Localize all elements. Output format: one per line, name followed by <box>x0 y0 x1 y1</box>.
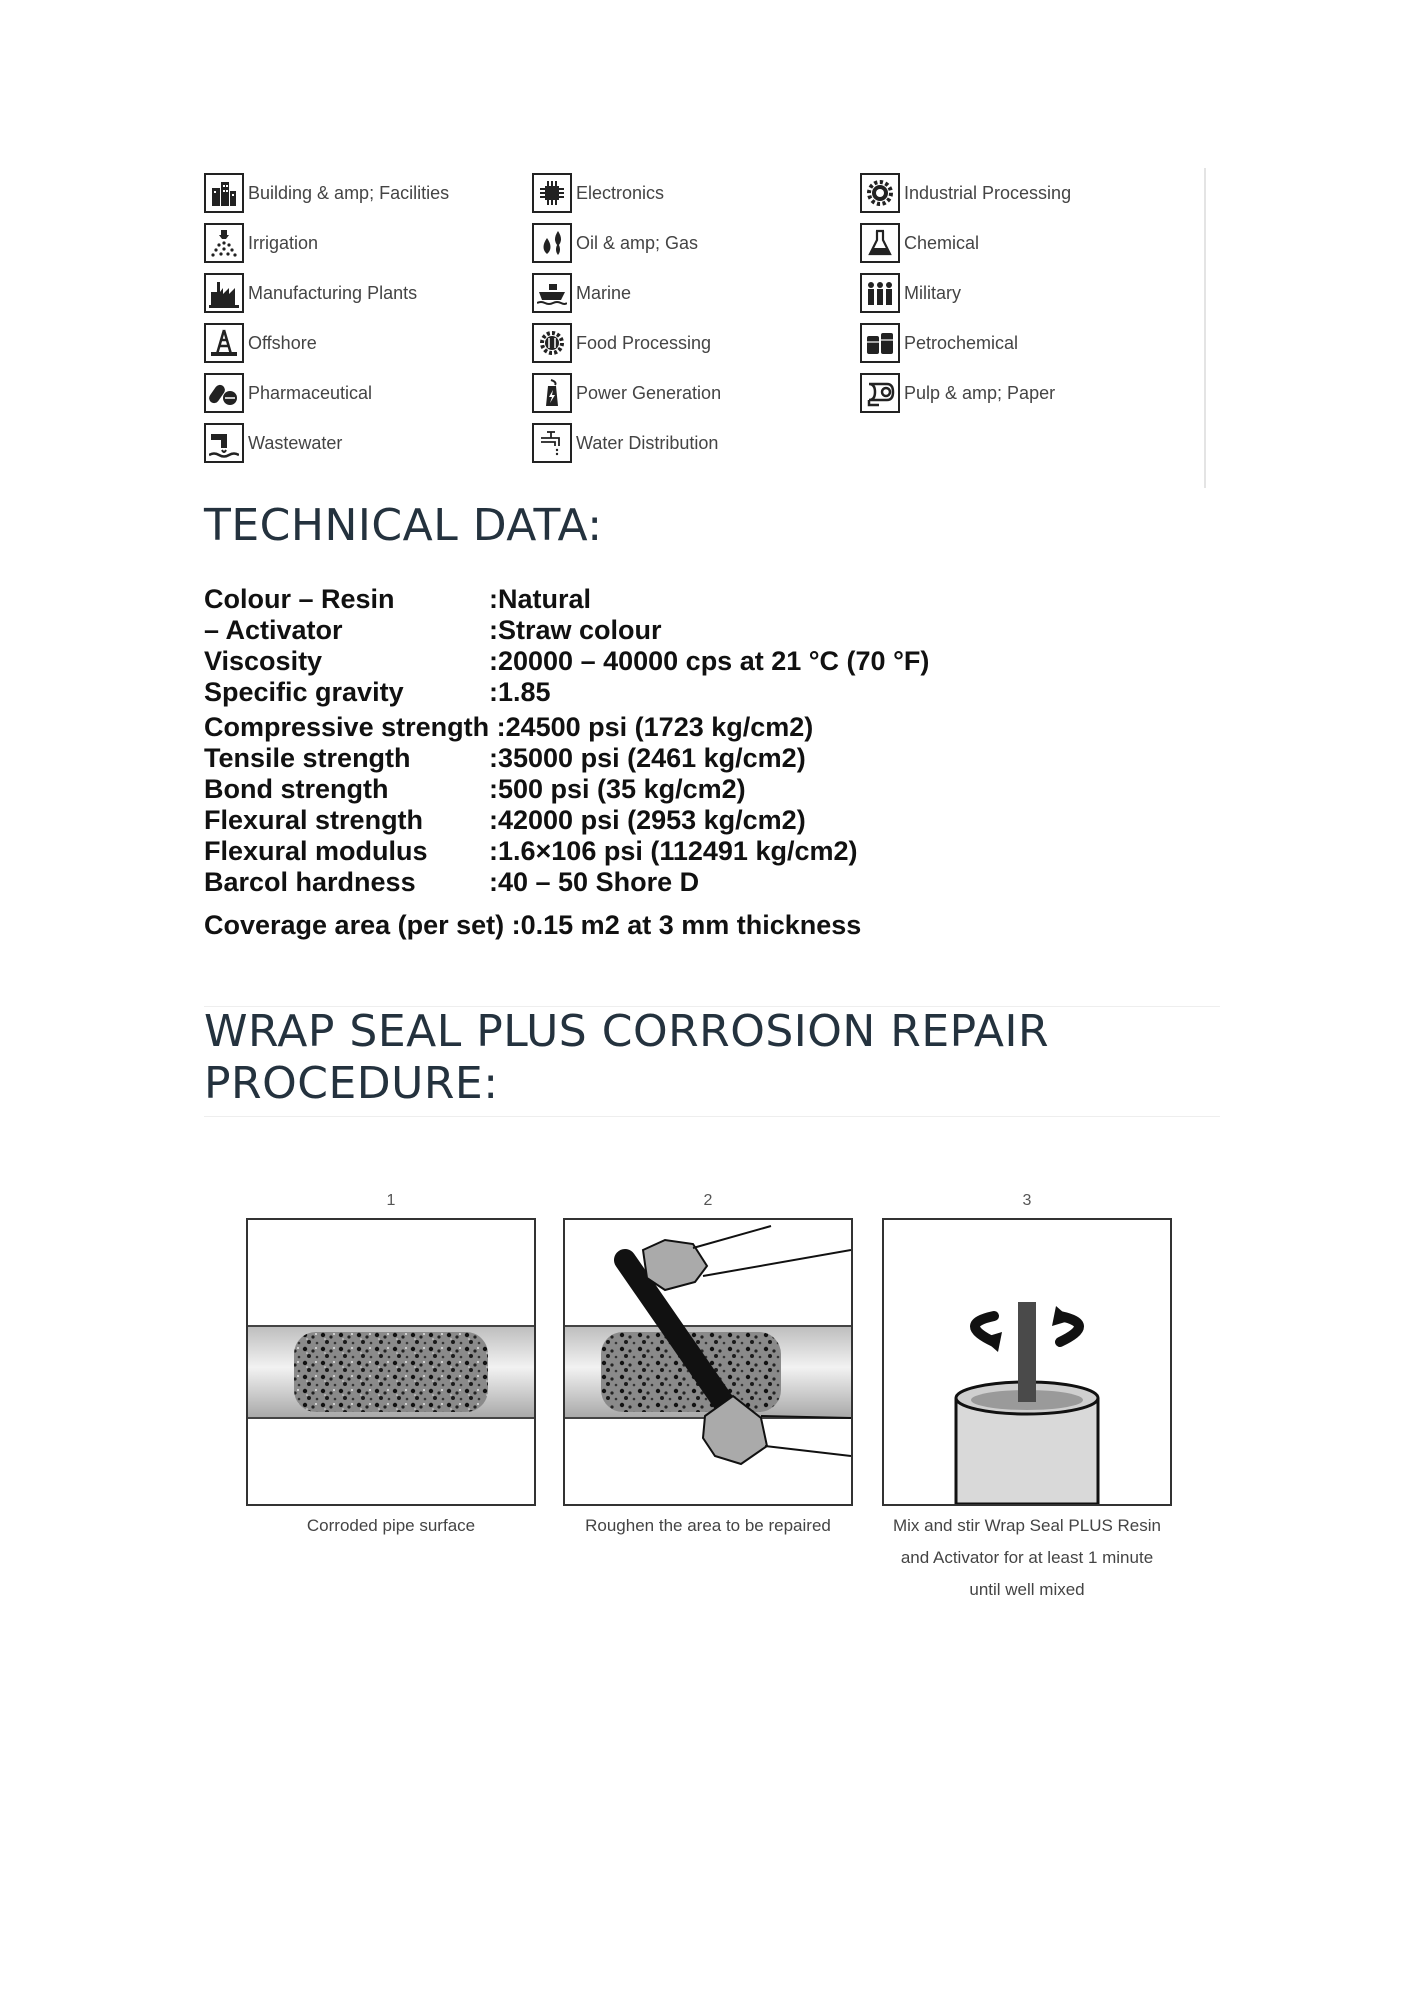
industries-column-3 <box>860 168 1180 418</box>
industry-label: Oil & amp; Gas <box>576 232 699 253</box>
industry-label: Industrial Processing <box>904 182 1072 203</box>
industry-item <box>860 218 1180 268</box>
flask-icon <box>860 223 900 263</box>
spec-row <box>204 677 929 708</box>
procedure-heading-line-2: PROCEDURE: <box>204 1058 499 1109</box>
industry-label: Irrigation <box>248 232 319 253</box>
industries-grid <box>204 168 1206 488</box>
wastewater-icon <box>204 423 244 463</box>
industry-item <box>204 218 524 268</box>
industry-item <box>204 168 524 218</box>
procedure-step-2 <box>563 1192 853 1542</box>
chip-icon <box>532 173 572 213</box>
spec-value: :1.85 <box>489 677 551 707</box>
step-illustration <box>882 1218 1172 1506</box>
spec-key: Viscosity <box>204 646 323 676</box>
industry-label: Pharmaceutical <box>248 382 373 403</box>
ship-icon <box>532 273 572 313</box>
industry-item <box>532 218 852 268</box>
procedure-step-3 <box>882 1192 1172 1606</box>
industry-label: Petrochemical <box>904 332 1019 353</box>
industry-label: Offshore <box>248 332 317 353</box>
spec-row <box>204 743 929 774</box>
spec-value: :20000 – 40000 cps at 21 °C (70 °F) <box>489 646 930 676</box>
spec-key: Flexural strength <box>204 805 424 835</box>
industry-label: Food Processing <box>576 332 712 353</box>
divider <box>204 1116 1220 1117</box>
step-number: 3 <box>1022 1192 1032 1209</box>
industry-label: Pulp & amp; Paper <box>904 382 1056 403</box>
industry-label: Manufacturing Plants <box>248 282 418 303</box>
pills-icon <box>204 373 244 413</box>
barrels-icon <box>860 323 900 363</box>
spec-value: :35000 psi (2461 kg/cm2) <box>489 743 806 773</box>
industry-label: Marine <box>576 282 632 303</box>
building-icon <box>204 173 244 213</box>
industry-label: Chemical <box>904 232 980 253</box>
industry-item <box>860 268 1180 318</box>
industry-item <box>532 368 852 418</box>
compressive-strength-line: Compressive strength :24500 psi (1723 kg/cm2) <box>204 712 814 742</box>
industry-item <box>860 368 1180 418</box>
factory-icon <box>204 273 244 313</box>
industries-column-2 <box>532 168 852 468</box>
power-plant-icon <box>532 373 572 413</box>
industry-item <box>532 168 852 218</box>
technical-data-table <box>204 584 929 941</box>
spec-row <box>204 805 929 836</box>
step-illustration <box>246 1218 536 1506</box>
spec-value: :40 – 50 Shore D <box>489 867 700 897</box>
step-number: 1 <box>386 1192 396 1209</box>
soldiers-icon <box>860 273 900 313</box>
oil-drops-icon <box>532 223 572 263</box>
industry-label: Water Distribution <box>576 432 719 453</box>
spec-key: Specific gravity <box>204 677 404 707</box>
industry-item <box>532 318 852 368</box>
roughen-pipe-illustration <box>565 1220 851 1504</box>
corroded-pipe-illustration <box>248 1220 534 1504</box>
spec-row <box>204 867 929 898</box>
spec-value: :42000 psi (2953 kg/cm2) <box>489 805 806 835</box>
mix-stir-illustration <box>884 1220 1170 1504</box>
industry-item <box>860 318 1180 368</box>
spec-key: Colour – Resin <box>204 584 395 614</box>
step-caption: Corroded pipe surface <box>306 1516 476 1535</box>
spec-key: Tensile strength <box>204 743 411 773</box>
spec-row <box>204 584 929 615</box>
spec-value: :1.6×106 psi (112491 kg/cm2) <box>489 836 858 866</box>
industry-item <box>860 168 1180 218</box>
paper-roll-icon <box>860 373 900 413</box>
step-caption <box>882 1510 1172 1606</box>
spec-row <box>204 774 929 805</box>
spec-row <box>204 836 929 867</box>
food-gear-icon <box>532 323 572 363</box>
irrigation-icon <box>204 223 244 263</box>
step-caption-line: Mix and stir Wrap Seal PLUS Resin <box>892 1516 1161 1535</box>
industry-label: Wastewater <box>248 432 343 453</box>
industry-label: Military <box>904 282 961 303</box>
spec-value: :Natural <box>489 584 592 614</box>
step-illustration <box>563 1218 853 1506</box>
step-caption-line: and Activator for at least 1 minute <box>900 1548 1154 1567</box>
procedure-heading-line-1: WRAP SEAL PLUS CORROSION REPAIR <box>204 1006 1050 1057</box>
industries-column-1 <box>204 168 524 468</box>
procedure-heading <box>204 1006 1049 1110</box>
industry-item <box>204 268 524 318</box>
spec-value: :Straw colour <box>489 615 662 645</box>
coverage-line: Coverage area (per set) :0.15 m2 at 3 mm thickness <box>204 910 862 940</box>
industry-item <box>204 368 524 418</box>
industry-item <box>204 318 524 368</box>
spec-key: – Activator <box>204 615 343 645</box>
spec-value: :500 psi (35 kg/cm2) <box>489 774 746 804</box>
step-caption-line: until well mixed <box>969 1580 1085 1599</box>
spec-row <box>204 615 929 646</box>
spec-key: Flexural modulus <box>204 836 428 866</box>
step-number: 2 <box>703 1192 713 1209</box>
oil-rig-icon <box>204 323 244 363</box>
industry-item <box>532 268 852 318</box>
procedure-step-1 <box>246 1192 536 1542</box>
spec-key: Bond strength <box>204 774 389 804</box>
gear-icon <box>860 173 900 213</box>
technical-data-heading: TECHNICAL DATA: <box>204 500 603 551</box>
industry-item <box>532 418 852 468</box>
faucet-icon <box>532 423 572 463</box>
industry-item <box>204 418 524 468</box>
industry-label: Power Generation <box>576 382 722 403</box>
step-caption: Roughen the area to be repaired <box>585 1516 831 1535</box>
industry-label: Electronics <box>576 182 665 203</box>
industry-label: Building & amp; Facilities <box>248 182 450 203</box>
spec-row <box>204 646 929 677</box>
spec-key: Barcol hardness <box>204 867 416 897</box>
